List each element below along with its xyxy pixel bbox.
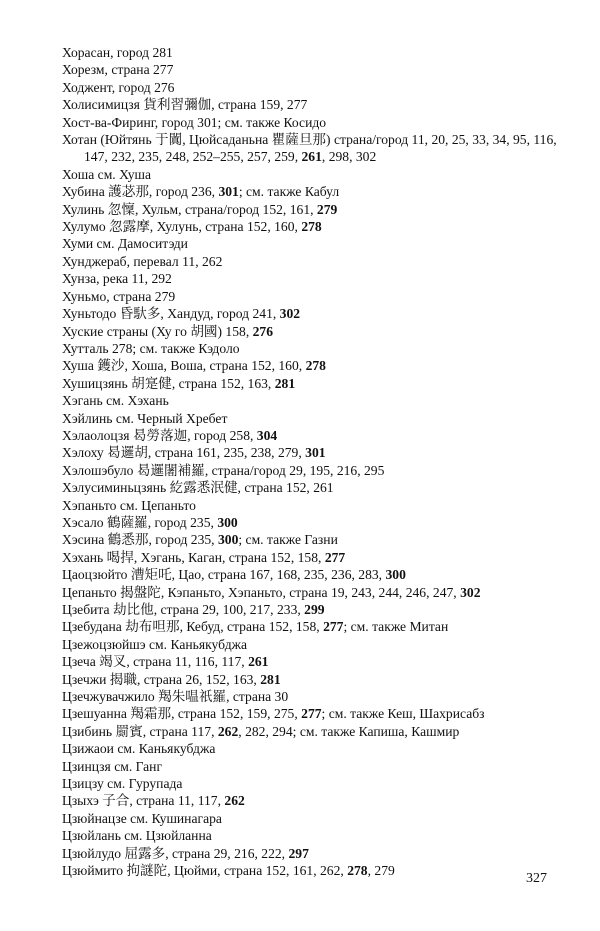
bold-page-ref: 304 xyxy=(256,427,278,443)
entry-text: Цзечжи 揭職, страна 26, 152, 163, xyxy=(62,671,261,687)
index-entry xyxy=(62,792,562,809)
index-entry xyxy=(62,340,562,357)
entry-text: Хэпаньто см. Цепаньто xyxy=(62,497,196,513)
page-number: 327 xyxy=(526,871,547,886)
bold-page-ref: 278 xyxy=(301,219,322,235)
index-entry xyxy=(62,549,562,566)
index-entry xyxy=(62,810,562,827)
entry-text: Хэхань 喝捍, Хэгань, Каган, страна 152, 158, xyxy=(62,549,325,565)
bold-page-ref: 300 xyxy=(385,567,406,583)
index-entry xyxy=(62,566,562,583)
bold-page-ref: 302 xyxy=(279,306,301,322)
index-entry xyxy=(62,705,562,722)
entry-text: Цзибинь 罽賓, страна 117, xyxy=(62,723,218,739)
entry-text: Хушицзянь 胡寔健, страна 152, 163, xyxy=(62,375,275,391)
index-entry xyxy=(62,723,562,740)
entry-text: Цзюйлань см. Цзюйланна xyxy=(62,828,212,844)
index-entry xyxy=(62,775,562,792)
entry-text: Хэлаолоцзя 曷勞落迦, город 258, xyxy=(62,427,257,443)
entry-text: , 298, 302 xyxy=(321,149,377,165)
index-entry xyxy=(62,218,562,235)
entry-text: Хэсина 鶴悉那, город 235, xyxy=(62,532,218,548)
index-entry xyxy=(62,444,562,461)
bold-page-ref: 276 xyxy=(252,323,274,339)
bold-page-ref: 302 xyxy=(460,584,481,600)
entry-text: Хуньмо, страна 279 xyxy=(62,288,176,304)
entry-text: Ходжент, город 276 xyxy=(62,79,175,95)
index-entry xyxy=(62,636,562,653)
entry-text: Хутталь 278; см. также Кэдоло xyxy=(62,340,240,356)
bold-page-ref: 300 xyxy=(217,514,238,530)
entry-text: Хорасан, город 281 xyxy=(62,45,173,60)
entry-text: Цзебудана 劫布呾那, Кебуд, страна 152, 158, xyxy=(62,619,324,635)
entry-text: Хубина 護苾那, город 236, xyxy=(62,184,219,200)
entry-text: Хуские страны (Ху го 胡國) 158, xyxy=(62,323,253,339)
index-entry xyxy=(62,61,562,78)
bold-page-ref: 262 xyxy=(217,723,239,739)
index-entry xyxy=(62,96,562,113)
entry-text: Хуми см. Дамоситэди xyxy=(62,236,188,252)
index-entry xyxy=(62,497,562,514)
index-entry xyxy=(62,235,562,252)
index-entry xyxy=(62,79,562,96)
entry-text: Цзюйлудо 屈露多, страна 29, 216, 222, xyxy=(62,845,289,861)
index-entry xyxy=(62,827,562,844)
entry-text: Холисимицзя 貨利習彌伽, страна 159, 277 xyxy=(62,97,308,113)
index-entry xyxy=(62,270,562,287)
entry-text: Хулинь 忽懍, Хульм, страна/город 152, 161, xyxy=(62,201,317,217)
entry-text: Цзюймито 拘謎陀, Цюйми, страна 152, 161, 262, xyxy=(62,863,348,879)
index-entry xyxy=(62,758,562,775)
index-entry xyxy=(62,862,562,879)
entry-text: Цзешуанна 羯霜那, страна 152, 159, 275, xyxy=(62,706,302,722)
bold-page-ref: 261 xyxy=(248,654,269,670)
index-entry xyxy=(62,601,562,618)
entry-text: ; см. также Митан xyxy=(343,619,449,635)
bold-page-ref: 277 xyxy=(323,619,344,635)
entry-text: ; см. также Кеш, Шахрисабз xyxy=(321,706,485,722)
entry-text: Цзежоцзюйшэ см. Каньякубджа xyxy=(62,636,248,652)
entry-text: Хорезм, страна 277 xyxy=(62,62,174,78)
bold-page-ref: 278 xyxy=(347,863,368,879)
entry-text: Хоша см. Хуша xyxy=(62,166,152,182)
entry-text: Хэлусиминьцзянь 紇露悉泯健, страна 152, 261 xyxy=(62,480,334,496)
entry-text: Хэйлинь см. Черный Хребет xyxy=(62,410,228,426)
index-entry xyxy=(62,253,562,270)
index-entry xyxy=(62,357,562,374)
entry-text: Цзеча 竭叉, страна 11, 116, 117, xyxy=(62,654,249,670)
entry-text: Хулумо 忽露摩, Хулунь, страна 152, 160, xyxy=(62,219,302,235)
index-entry xyxy=(62,531,562,548)
bold-page-ref: 301 xyxy=(305,445,326,461)
bold-page-ref: 261 xyxy=(301,149,322,165)
index-entry xyxy=(62,44,562,61)
index-entry xyxy=(62,479,562,496)
entry-text: Цзечжувачжило 羯朱嗢祇羅, страна 30 xyxy=(62,689,289,705)
bold-page-ref: 277 xyxy=(301,706,322,722)
bold-page-ref: 277 xyxy=(324,549,346,565)
index-entry xyxy=(62,410,562,427)
entry-text: Хунза, река 11, 292 xyxy=(62,271,172,287)
index-entry xyxy=(62,183,562,200)
entry-text: Цзюйнацзе см. Кушинагара xyxy=(62,810,222,826)
entry-text: Хэлоху 曷邏胡, страна 161, 235, 238, 279, xyxy=(62,445,306,461)
entry-text: Хунджераб, перевал 11, 262 xyxy=(62,253,223,269)
entry-text: Цзижаои см. Каньякубджа xyxy=(62,741,216,757)
index-entry xyxy=(62,131,562,166)
entry-text: Хэгань см. Хэхань xyxy=(62,393,169,409)
index-entry xyxy=(62,462,562,479)
index-entry xyxy=(62,618,562,635)
entry-text: ; см. также Газни xyxy=(238,532,338,548)
bold-page-ref: 300 xyxy=(217,532,239,548)
entry-text: Цзебита 劫比他, страна 29, 100, 217, 233, xyxy=(62,602,305,617)
bold-page-ref: 279 xyxy=(316,201,338,217)
entry-text: Цзицзу см. Гурупада xyxy=(62,776,183,792)
bold-page-ref: 281 xyxy=(260,671,281,687)
bold-page-ref: 281 xyxy=(274,375,296,391)
index-entry xyxy=(62,323,562,340)
index-entry xyxy=(62,688,562,705)
entry-text: Цзыхэ 子合, страна 11, 117, xyxy=(62,793,225,809)
index-entry xyxy=(62,305,562,322)
bold-page-ref: 297 xyxy=(288,845,309,861)
entry-text: Хост-ва-Фиринг, город 301; см. также Косидо xyxy=(62,114,327,130)
index-entry xyxy=(62,288,562,305)
index-entry xyxy=(62,201,562,218)
entry-text: ; см. также Кабул xyxy=(238,184,340,200)
index-entry xyxy=(62,671,562,688)
index-entry xyxy=(62,845,562,862)
bold-page-ref: 262 xyxy=(224,793,245,809)
index-entry xyxy=(62,375,562,392)
entry-text: Цзинцзя см. Ганг xyxy=(62,758,163,774)
index-entry xyxy=(62,427,562,444)
index-entry xyxy=(62,166,562,183)
entry-text: Хэлошэбуло 曷邏闍補羅, страна/город 29, 195, 216, 295 xyxy=(62,462,385,478)
index-column xyxy=(62,44,562,880)
index-entry xyxy=(62,740,562,757)
entry-text: , 279 xyxy=(367,863,395,879)
entry-text: Цаоцзюйто 漕矩吒, Цао, страна 167, 168, 235, 236, 283, xyxy=(62,567,386,583)
entry-text: Хуша 鑊沙, Хоша, Воша, страна 152, 160, xyxy=(62,358,306,374)
entry-text: Хуньтодо 昏馱多, Хандуд, город 241, xyxy=(62,306,280,322)
entry-text: Хотан (Юйтянь 于闐, Цюйсаданьна 瞿薩旦那) страна/город 11, 20, 25, 33, 34, 95, 116, 147, 232, 235, 248, 252–255, 257, 259, xyxy=(62,132,557,165)
entry-text: Цепаньто 揭盤陀, Кэпаньто, Хэпаньто, страна 19, 243, 244, 246, 247, xyxy=(62,584,461,600)
entry-text: Хэсало 鶴薩羅, город 235, xyxy=(62,514,218,530)
index-entry xyxy=(62,114,562,131)
entry-text: , 282, 294; см. также Капиша, Кашмир xyxy=(238,723,460,739)
bold-page-ref: 299 xyxy=(304,602,325,617)
bold-page-ref: 278 xyxy=(305,358,326,374)
index-entry xyxy=(62,392,562,409)
bold-page-ref: 301 xyxy=(218,184,239,200)
index-entry xyxy=(62,514,562,531)
index-entry xyxy=(62,584,562,601)
index-entry xyxy=(62,653,562,670)
